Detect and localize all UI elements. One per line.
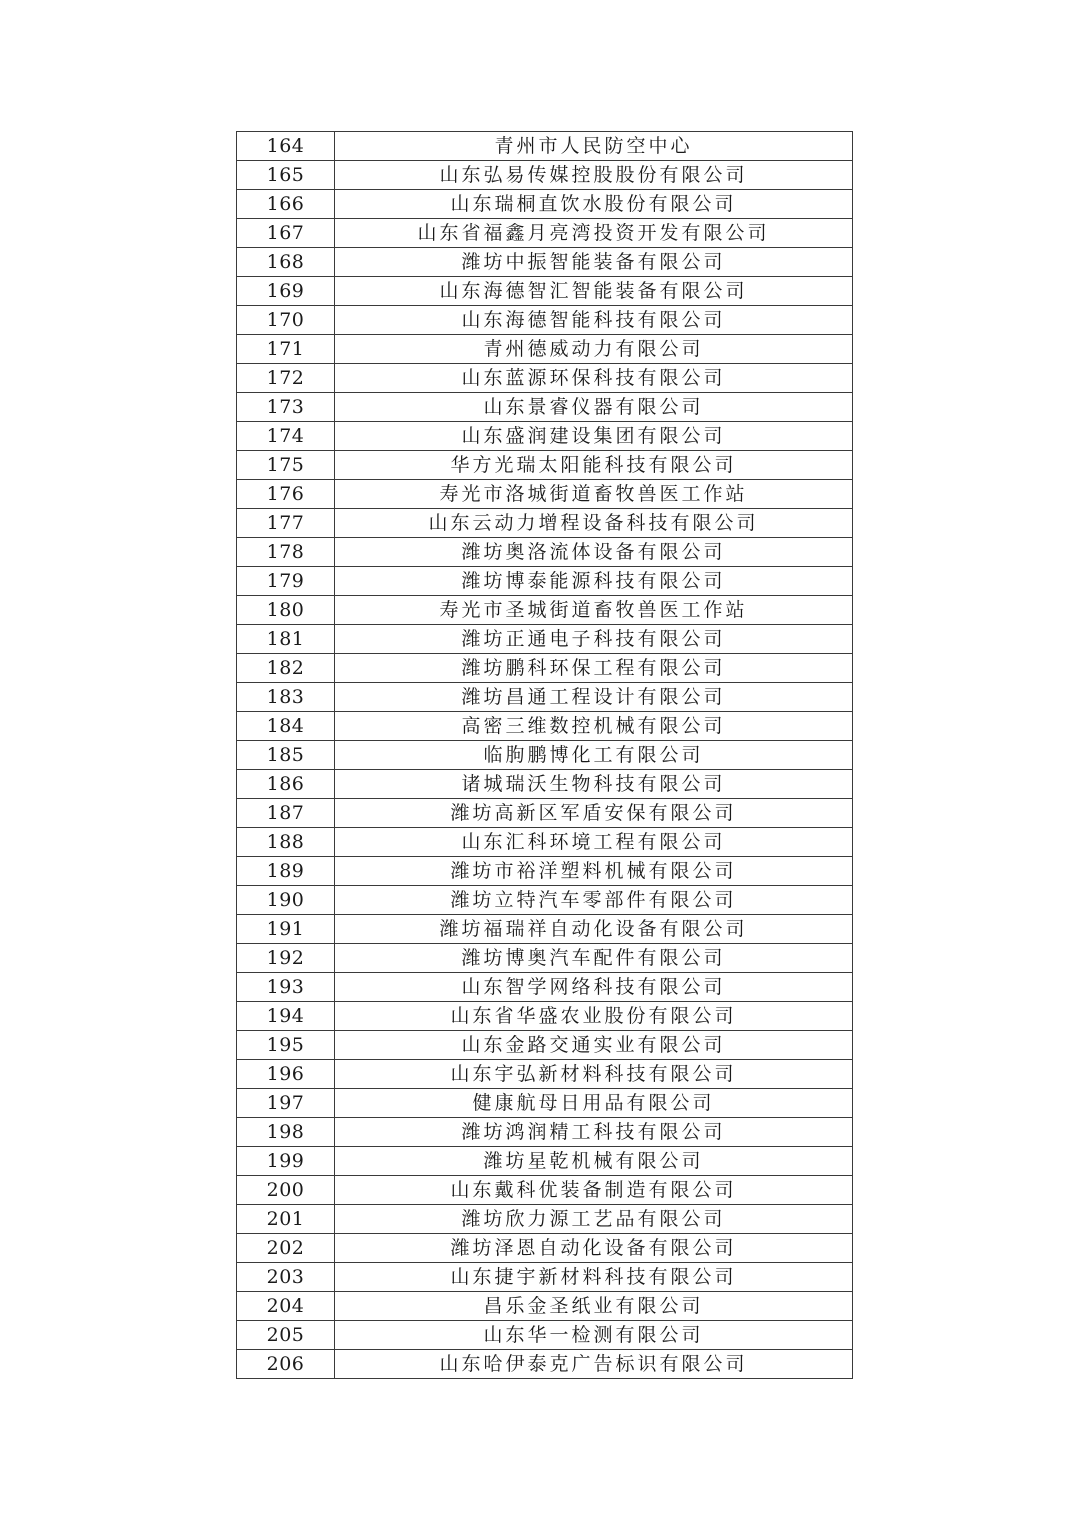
company-name: 潍坊鸿润精工科技有限公司 [335,1118,853,1147]
company-name: 山东瑞桐直饮水股份有限公司 [335,190,853,219]
row-number: 177 [237,509,335,538]
table-row [237,451,853,480]
table-row [237,625,853,654]
row-number: 206 [237,1350,335,1379]
table-row [237,509,853,538]
company-name: 潍坊星乾机械有限公司 [335,1147,853,1176]
table-row [237,741,853,770]
table-row [237,538,853,567]
row-number: 181 [237,625,335,654]
table-row [237,567,853,596]
company-name: 山东戴科优装备制造有限公司 [335,1176,853,1205]
row-number: 192 [237,944,335,973]
company-name: 山东哈伊泰克广告标识有限公司 [335,1350,853,1379]
company-name: 高密三维数控机械有限公司 [335,712,853,741]
table-row [237,1234,853,1263]
table-row [237,1350,853,1379]
row-number: 183 [237,683,335,712]
company-name: 山东省华盛农业股份有限公司 [335,1002,853,1031]
company-name: 山东云动力增程设备科技有限公司 [335,509,853,538]
table-row [237,857,853,886]
row-number: 202 [237,1234,335,1263]
company-name: 潍坊博奥汽车配件有限公司 [335,944,853,973]
company-name: 山东华一检测有限公司 [335,1321,853,1350]
company-name: 潍坊立特汽车零部件有限公司 [335,886,853,915]
row-number: 178 [237,538,335,567]
company-name: 潍坊市裕洋塑料机械有限公司 [335,857,853,886]
company-name: 潍坊泽恩自动化设备有限公司 [335,1234,853,1263]
row-number: 196 [237,1060,335,1089]
company-name: 潍坊昌通工程设计有限公司 [335,683,853,712]
table-row [237,1321,853,1350]
table-row [237,132,853,161]
company-name: 山东省福鑫月亮湾投资开发有限公司 [335,219,853,248]
table-row [237,944,853,973]
company-name: 青州德威动力有限公司 [335,335,853,364]
row-number: 169 [237,277,335,306]
table-row [237,799,853,828]
row-number: 190 [237,886,335,915]
row-number: 168 [237,248,335,277]
table-row [237,1089,853,1118]
table-row [237,1176,853,1205]
row-number: 198 [237,1118,335,1147]
row-number: 170 [237,306,335,335]
company-name: 山东海德智能科技有限公司 [335,306,853,335]
company-name: 山东盛润建设集团有限公司 [335,422,853,451]
table-row [237,886,853,915]
company-list-body [237,132,853,1379]
row-number: 194 [237,1002,335,1031]
table-row [237,190,853,219]
table-row [237,1263,853,1292]
row-number: 180 [237,596,335,625]
table-row [237,683,853,712]
table-row [237,1147,853,1176]
row-number: 191 [237,915,335,944]
company-name: 潍坊高新区军盾安保有限公司 [335,799,853,828]
row-number: 171 [237,335,335,364]
company-name: 山东弘易传媒控股股份有限公司 [335,161,853,190]
row-number: 175 [237,451,335,480]
company-name: 诸城瑞沃生物科技有限公司 [335,770,853,799]
table-row [237,1060,853,1089]
table-row [237,248,853,277]
company-name: 潍坊博泰能源科技有限公司 [335,567,853,596]
table-row [237,161,853,190]
company-name: 山东智学网络科技有限公司 [335,973,853,1002]
company-name: 山东金路交通实业有限公司 [335,1031,853,1060]
table-row [237,973,853,1002]
row-number: 199 [237,1147,335,1176]
table-row [237,1292,853,1321]
table-row [237,306,853,335]
row-number: 201 [237,1205,335,1234]
row-number: 179 [237,567,335,596]
company-name: 潍坊欣力源工艺品有限公司 [335,1205,853,1234]
company-name: 青州市人民防空中心 [335,132,853,161]
table-row [237,828,853,857]
table-row [237,393,853,422]
company-name: 寿光市洛城街道畜牧兽医工作站 [335,480,853,509]
row-number: 193 [237,973,335,1002]
company-list-table [236,131,853,1379]
row-number: 189 [237,857,335,886]
table-row [237,335,853,364]
row-number: 188 [237,828,335,857]
table-row [237,219,853,248]
table-row [237,1118,853,1147]
company-name: 潍坊中振智能装备有限公司 [335,248,853,277]
row-number: 205 [237,1321,335,1350]
table-row [237,770,853,799]
company-name: 潍坊福瑞祥自动化设备有限公司 [335,915,853,944]
company-name: 山东蓝源环保科技有限公司 [335,364,853,393]
company-name: 临朐鹏博化工有限公司 [335,741,853,770]
company-name: 寿光市圣城街道畜牧兽医工作站 [335,596,853,625]
row-number: 166 [237,190,335,219]
row-number: 203 [237,1263,335,1292]
row-number: 172 [237,364,335,393]
company-name: 山东景睿仪器有限公司 [335,393,853,422]
row-number: 164 [237,132,335,161]
table-row [237,1031,853,1060]
table-row [237,364,853,393]
company-name: 山东汇科环境工程有限公司 [335,828,853,857]
row-number: 187 [237,799,335,828]
company-name: 山东捷宇新材料科技有限公司 [335,1263,853,1292]
row-number: 167 [237,219,335,248]
company-name: 潍坊鹏科环保工程有限公司 [335,654,853,683]
row-number: 182 [237,654,335,683]
row-number: 184 [237,712,335,741]
row-number: 204 [237,1292,335,1321]
table-row [237,596,853,625]
table-row [237,277,853,306]
row-number: 173 [237,393,335,422]
company-name: 华方光瑞太阳能科技有限公司 [335,451,853,480]
row-number: 186 [237,770,335,799]
table-row [237,480,853,509]
row-number: 200 [237,1176,335,1205]
row-number: 195 [237,1031,335,1060]
table-row [237,1002,853,1031]
row-number: 165 [237,161,335,190]
company-name: 山东宇弘新材料科技有限公司 [335,1060,853,1089]
company-name: 潍坊奥洛流体设备有限公司 [335,538,853,567]
table-row [237,422,853,451]
table-row [237,1205,853,1234]
table-row [237,654,853,683]
row-number: 197 [237,1089,335,1118]
row-number: 174 [237,422,335,451]
row-number: 176 [237,480,335,509]
company-name: 山东海德智汇智能装备有限公司 [335,277,853,306]
company-name: 健康航母日用品有限公司 [335,1089,853,1118]
company-name: 潍坊正通电子科技有限公司 [335,625,853,654]
table-row [237,915,853,944]
row-number: 185 [237,741,335,770]
table-row [237,712,853,741]
company-name: 昌乐金圣纸业有限公司 [335,1292,853,1321]
